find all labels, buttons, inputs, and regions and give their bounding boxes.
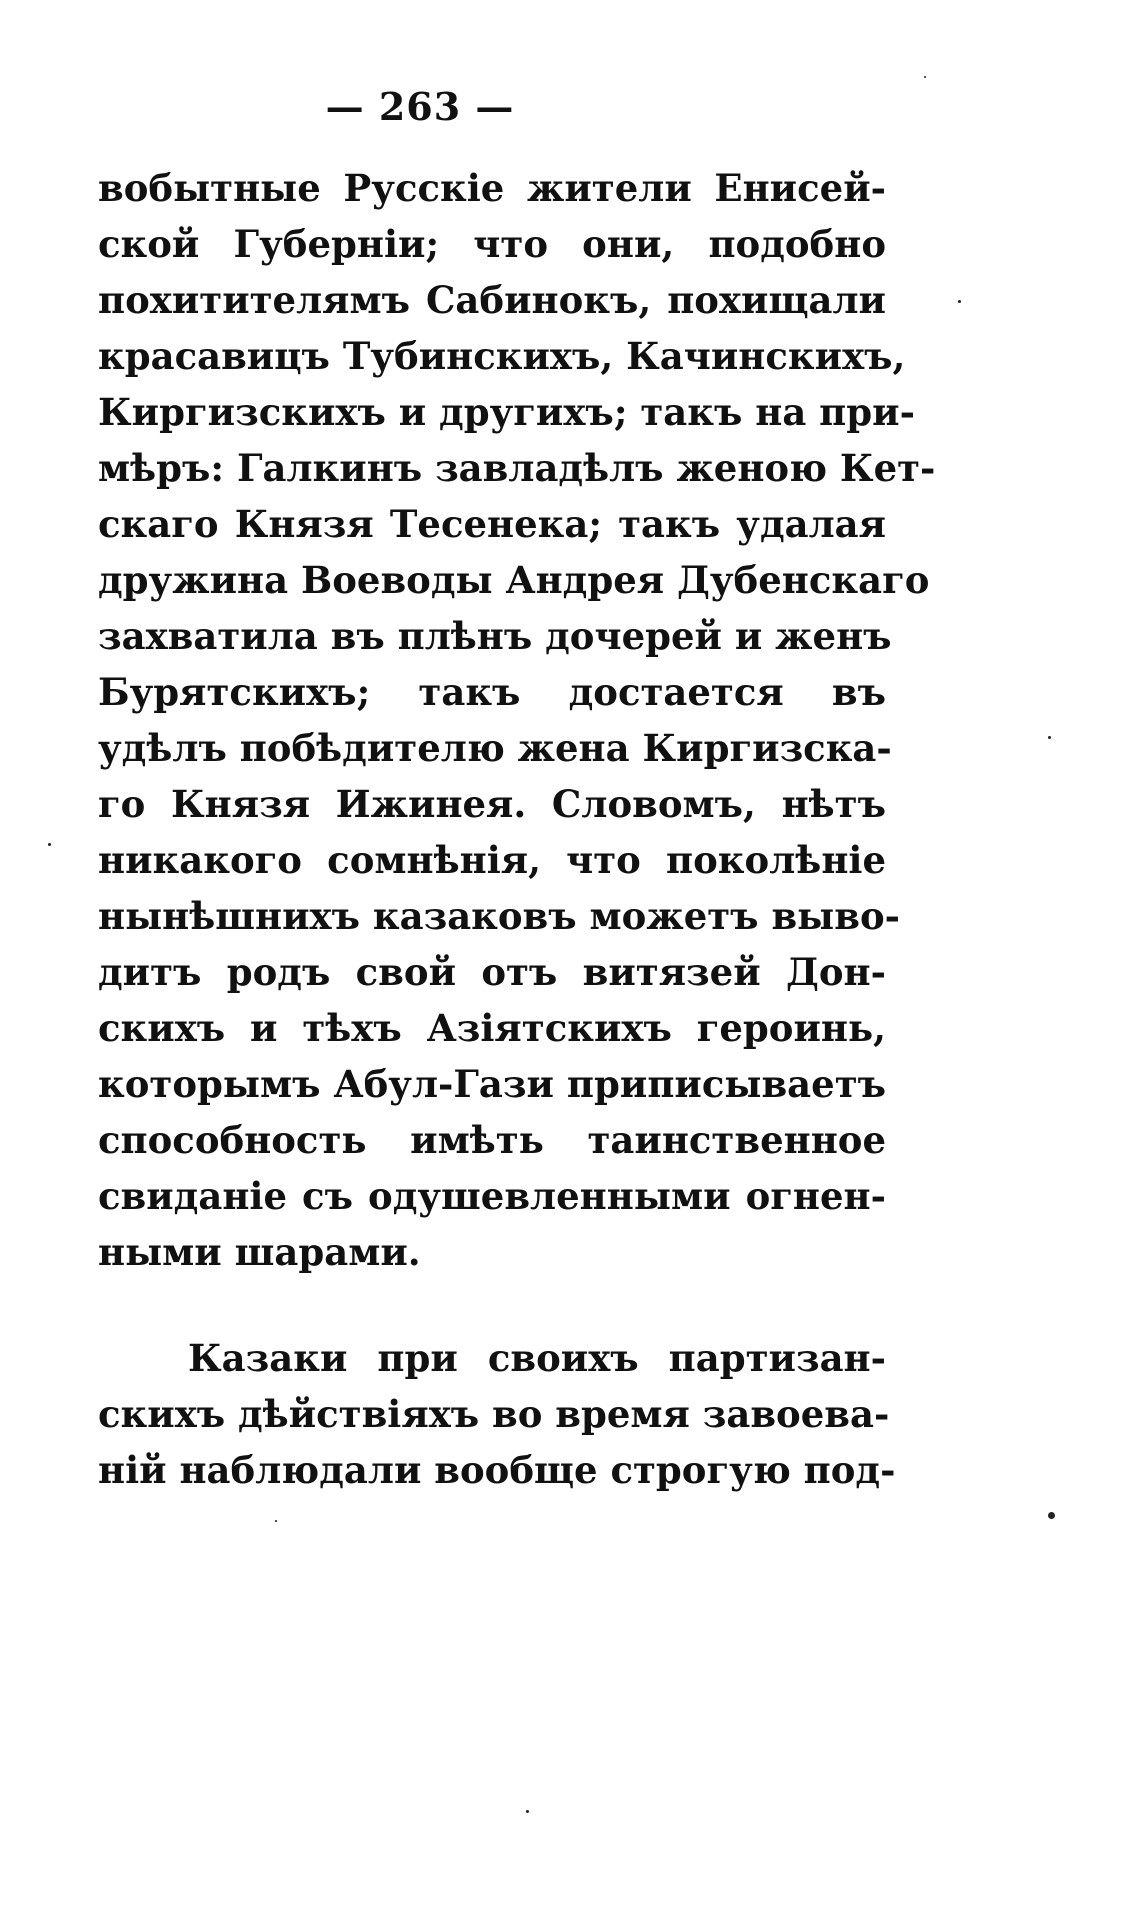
scan-speck bbox=[48, 843, 51, 846]
text-line: способность имѣть таинственное bbox=[98, 1118, 886, 1162]
text-line: ской Губерніи; что они, подобно bbox=[98, 222, 886, 266]
text-line: скаго Князя Тесенека; такъ удалая bbox=[98, 502, 886, 546]
text-line: ными шарами. bbox=[98, 1230, 421, 1274]
scan-speck bbox=[526, 1810, 529, 1813]
scan-speck bbox=[275, 1520, 277, 1522]
text-line: Бурятскихъ; такъ достается въ bbox=[98, 670, 886, 714]
text-line: мѣръ: Галкинъ завладѣлъ женою Кет- bbox=[98, 446, 936, 490]
text-line: дитъ родъ свой отъ витязей Дон- bbox=[98, 950, 886, 994]
text-line: удѣлъ побѣдителю жена Киргизска- bbox=[98, 726, 892, 770]
text-line: ній наблюдали вообще строгую под- bbox=[98, 1448, 896, 1492]
text-line: никакого сомнѣнія, что поколѣніе bbox=[98, 838, 886, 882]
text-line: захватила въ плѣнъ дочерей и женъ bbox=[98, 614, 892, 658]
scan-speck bbox=[1048, 1512, 1055, 1519]
text-line: которымъ Абул-Гази приписываетъ bbox=[98, 1062, 886, 1106]
text-line: дружина Воеводы Андрея Дубенскаго bbox=[98, 558, 930, 602]
scan-speck bbox=[1048, 736, 1051, 739]
text-line: Киргизскихъ и другихъ; такъ на при- bbox=[98, 390, 915, 434]
text-line: го Князя Ижинея. Словомъ, нѣтъ bbox=[98, 782, 886, 826]
text-line: вобытные Русскіе жители Енисей- bbox=[98, 166, 886, 210]
text-line: красавицъ Тубинскихъ, Качинскихъ, bbox=[98, 334, 906, 378]
text-line: скихъ и тѣхъ Азіятскихъ героинь, bbox=[98, 1006, 886, 1050]
page-number: — 263 — bbox=[325, 84, 515, 129]
text-line: Казаки при своихъ партизан- bbox=[188, 1336, 886, 1380]
text-line: нынѣшнихъ казаковъ можетъ выво- bbox=[98, 894, 900, 938]
text-line: свиданіе съ одушевленными огнен- bbox=[98, 1174, 886, 1218]
text-line: скихъ дѣйствіяхъ во время завоева- bbox=[98, 1392, 890, 1436]
scan-speck bbox=[958, 300, 961, 303]
text-line: похитителямъ Сабинокъ, похищали bbox=[98, 278, 886, 322]
paragraph-2 bbox=[98, 1330, 896, 1498]
scan-speck bbox=[924, 76, 926, 78]
paragraph-1 bbox=[98, 160, 936, 1280]
